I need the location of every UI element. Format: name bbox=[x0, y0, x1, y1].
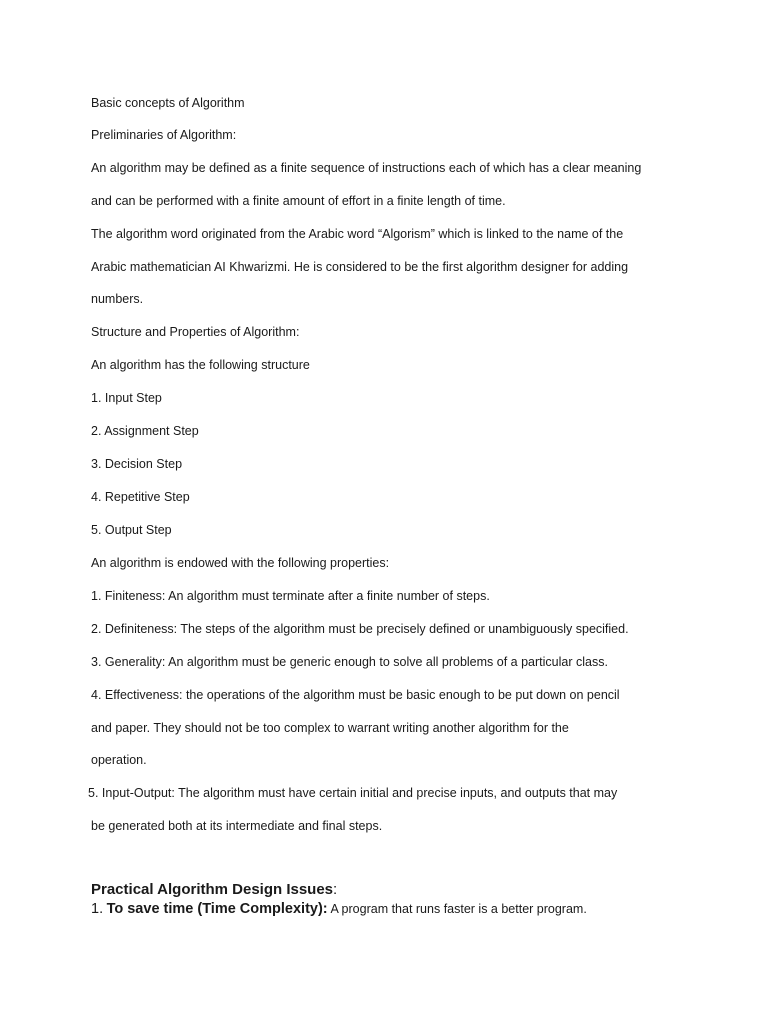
property-effectiveness-line-2: and paper. They should not be too complex to warrant writing another algorithm for the bbox=[91, 721, 569, 735]
design-issue-number: 1. bbox=[91, 901, 104, 917]
structure-step: 3. Decision Step bbox=[91, 457, 183, 471]
property-input-output-line-1: 5. Input-Output: The algorithm must have certain initial and precise inputs, and outputs that may bbox=[88, 786, 618, 800]
structure-step: 4. Repetitive Step bbox=[91, 490, 190, 504]
document-title: Basic concepts of Algorithm bbox=[91, 96, 245, 110]
structure-intro: An algorithm has the following structure bbox=[91, 358, 310, 372]
design-issues-heading-colon: : bbox=[333, 881, 338, 898]
origin-line-2: Arabic mathematician AI Khwarizmi. He is considered to be the first algorithm designer for adding bbox=[91, 260, 629, 274]
property-finiteness: 1. Finiteness: An algorithm must terminate after a finite number of steps. bbox=[91, 589, 490, 603]
property-effectiveness-line-1: 4. Effectiveness: the operations of the algorithm must be basic enough to be put down on pencil bbox=[91, 688, 620, 702]
design-issue-text: A program that runs faster is a better program. bbox=[330, 902, 587, 916]
property-definiteness: 2. Definiteness: The steps of the algorithm must be precisely defined or unambiguously specified. bbox=[91, 622, 629, 636]
design-issue-item-1 bbox=[91, 900, 728, 918]
preliminaries-heading: Preliminaries of Algorithm: bbox=[91, 128, 237, 142]
properties-intro: An algorithm is endowed with the following properties: bbox=[91, 556, 390, 570]
structure-step: 5. Output Step bbox=[91, 523, 172, 537]
design-issues-heading bbox=[91, 881, 728, 899]
structure-step: 1. Input Step bbox=[91, 391, 162, 405]
design-issue-label: To save time (Time Complexity): bbox=[106, 901, 328, 917]
property-effectiveness-line-3: operation. bbox=[91, 753, 147, 767]
origin-line-1: The algorithm word originated from the Arabic word “Algorism” which is linked to the name of the bbox=[91, 227, 624, 241]
definition-line-1: An algorithm may be defined as a finite sequence of instructions each of which has a clear meaning bbox=[91, 161, 642, 175]
structure-step: 2. Assignment Step bbox=[91, 424, 199, 438]
property-input-output-line-2: be generated both at its intermediate and final steps. bbox=[91, 819, 383, 833]
design-issues-heading-text: Practical Algorithm Design Issues bbox=[91, 881, 334, 898]
origin-line-3: numbers. bbox=[91, 292, 144, 306]
property-generality: 3. Generality: An algorithm must be generic enough to solve all problems of a particular class. bbox=[91, 655, 608, 669]
definition-line-2: and can be performed with a finite amount of effort in a finite length of time. bbox=[91, 194, 506, 208]
structure-heading: Structure and Properties of Algorithm: bbox=[91, 325, 300, 339]
